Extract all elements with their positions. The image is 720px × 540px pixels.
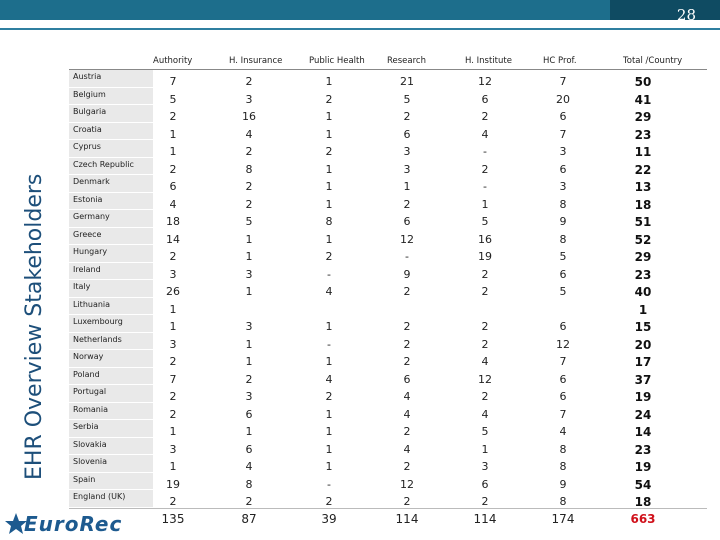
- value-cell: 4: [403, 442, 411, 456]
- table-row: [69, 263, 707, 281]
- value-cell: 14: [166, 232, 180, 246]
- country-total: 23: [634, 267, 652, 282]
- value-cell: 12: [400, 477, 414, 491]
- country-total: 17: [634, 355, 652, 369]
- value-cell: 6: [403, 215, 411, 228]
- value-cell: 3: [245, 320, 253, 333]
- value-cell: 18: [166, 215, 180, 228]
- country-name: Netherlands: [73, 334, 122, 344]
- table-row: [69, 88, 707, 106]
- eurorec-logo: [4, 512, 144, 540]
- country-total: 14: [634, 425, 652, 439]
- value-cell: 1: [169, 302, 177, 316]
- value-cell: 4: [481, 127, 489, 141]
- value-cell: 1: [325, 320, 333, 333]
- value-cell: -: [405, 250, 409, 263]
- value-cell: 8: [559, 442, 567, 456]
- value-cell: 2: [245, 197, 253, 211]
- value-cell: 3: [481, 460, 489, 473]
- value-cell: 20: [556, 92, 570, 106]
- value-cell: 5: [245, 215, 253, 228]
- value-cell: 1: [245, 337, 253, 351]
- logo-text: EuroRec: [24, 512, 123, 536]
- table-row: [69, 403, 707, 421]
- grand-total: 663: [630, 512, 656, 526]
- value-cell: 5: [403, 92, 411, 106]
- country-name: Cyprus: [73, 142, 101, 151]
- table-row: [69, 105, 707, 123]
- value-cell: 4: [325, 372, 333, 386]
- country-name: Italy: [73, 282, 91, 291]
- top-banner: [0, 0, 720, 20]
- value-cell: 8: [559, 197, 567, 211]
- country-name: Denmark: [73, 177, 110, 186]
- value-cell: 2: [245, 75, 253, 88]
- value-cell: 26: [166, 285, 180, 298]
- value-cell: -: [483, 180, 487, 193]
- value-cell: 21: [400, 75, 414, 88]
- country-total: 29: [634, 110, 652, 124]
- value-cell: 7: [169, 75, 177, 88]
- table-row: [69, 70, 707, 88]
- value-cell: 3: [169, 337, 177, 351]
- value-cell: 2: [325, 390, 333, 403]
- country-total: 19: [634, 390, 652, 404]
- value-cell: 2: [403, 285, 411, 298]
- value-cell: 6: [559, 267, 567, 281]
- value-cell: 4: [245, 460, 253, 473]
- value-cell: 6: [559, 372, 567, 386]
- value-cell: 2: [403, 425, 411, 438]
- value-cell: 6: [481, 92, 489, 106]
- country-total: 19: [634, 460, 652, 474]
- country-name: England (UK): [73, 492, 126, 501]
- column-header: Total /Country: [623, 56, 683, 66]
- value-cell: 7: [559, 355, 567, 368]
- value-cell: 1: [245, 355, 253, 368]
- country-name: Ireland: [73, 264, 101, 274]
- table-row: [69, 333, 707, 351]
- value-cell: 2: [403, 197, 411, 211]
- column-total: 174: [551, 512, 575, 526]
- value-cell: 16: [478, 232, 492, 246]
- country-total: 11: [634, 145, 652, 159]
- value-cell: 1: [325, 162, 333, 176]
- column-header: H. Insurance: [229, 56, 283, 66]
- value-cell: 12: [400, 232, 414, 246]
- country-name: Romania: [73, 404, 108, 414]
- country-name: Luxembourg: [73, 317, 123, 326]
- value-cell: 3: [169, 442, 177, 456]
- header-rule: [0, 28, 720, 30]
- value-cell: 8: [559, 460, 567, 473]
- value-cell: 1: [169, 127, 177, 141]
- value-cell: 2: [245, 372, 253, 386]
- value-cell: 6: [403, 372, 411, 386]
- value-cell: 6: [559, 110, 567, 123]
- value-cell: 1: [325, 425, 333, 438]
- table-row: [69, 455, 707, 473]
- value-cell: 3: [559, 145, 567, 158]
- value-cell: 2: [169, 110, 177, 123]
- country-total: 1: [638, 302, 648, 317]
- value-cell: 6: [559, 320, 567, 333]
- country-total: 18: [634, 197, 652, 212]
- totals-row: [69, 508, 707, 528]
- value-cell: 2: [481, 320, 489, 333]
- table-row: [69, 368, 707, 386]
- value-cell: 6: [403, 127, 411, 141]
- value-cell: 1: [245, 285, 253, 298]
- column-header: H. Institute: [465, 56, 512, 66]
- country-name: Hungary: [73, 247, 108, 256]
- country-total: 18: [634, 495, 652, 509]
- value-cell: 1: [325, 355, 333, 368]
- value-cell: 2: [403, 355, 411, 368]
- table-row: [69, 420, 707, 438]
- value-cell: 9: [559, 477, 567, 491]
- value-cell: 2: [403, 495, 411, 508]
- value-cell: 6: [245, 407, 253, 421]
- value-cell: 8: [559, 232, 567, 246]
- country-total: 41: [634, 92, 652, 107]
- country-name: Lithuania: [73, 299, 111, 309]
- value-cell: 4: [559, 425, 567, 438]
- value-cell: 2: [325, 92, 333, 106]
- value-cell: 8: [245, 162, 253, 176]
- country-name: Czech Republic: [73, 159, 134, 169]
- value-cell: 5: [169, 92, 177, 106]
- country-name: Portugal: [73, 387, 107, 396]
- country-total: 24: [634, 407, 652, 422]
- value-cell: 2: [169, 250, 177, 263]
- column-total: 114: [473, 512, 497, 526]
- value-cell: 19: [166, 477, 180, 491]
- value-cell: 2: [481, 285, 489, 298]
- country-total: 54: [634, 477, 652, 492]
- country-name: Poland: [73, 369, 100, 379]
- value-cell: 16: [242, 110, 256, 123]
- value-cell: 3: [169, 267, 177, 281]
- value-cell: 1: [169, 145, 177, 158]
- value-cell: 6: [245, 442, 253, 456]
- value-cell: 2: [403, 110, 411, 123]
- value-cell: 3: [245, 92, 253, 106]
- value-cell: 2: [403, 320, 411, 333]
- value-cell: 2: [481, 390, 489, 403]
- top-banner-accent: [610, 0, 720, 20]
- country-name: Spain: [73, 474, 96, 484]
- value-cell: 8: [559, 495, 567, 508]
- country-name: Slovenia: [73, 457, 108, 466]
- value-cell: 2: [481, 337, 489, 351]
- table-row: [69, 350, 707, 368]
- table-row: [69, 315, 707, 333]
- table-row: [69, 123, 707, 141]
- value-cell: 2: [169, 355, 177, 368]
- value-cell: 4: [169, 197, 177, 211]
- value-cell: 4: [403, 390, 411, 403]
- value-cell: 1: [325, 460, 333, 473]
- table-row: [69, 140, 707, 158]
- value-cell: 1: [325, 232, 333, 246]
- value-cell: -: [327, 477, 331, 491]
- country-total: 23: [634, 442, 652, 457]
- value-cell: 12: [556, 337, 570, 351]
- country-total: 20: [634, 337, 652, 352]
- column-total: 87: [241, 512, 257, 526]
- page-number: 28: [676, 6, 696, 24]
- value-cell: 3: [403, 162, 411, 176]
- value-cell: 5: [481, 425, 489, 438]
- column-total: 39: [321, 512, 337, 526]
- value-cell: 2: [481, 267, 489, 281]
- value-cell: 19: [478, 250, 492, 263]
- column-header: Public Health: [309, 56, 365, 66]
- country-total: 29: [634, 250, 652, 264]
- value-cell: 4: [245, 127, 253, 141]
- value-cell: 6: [559, 390, 567, 403]
- slide-title: EHR Overview Stakeholders: [22, 173, 47, 480]
- value-cell: 2: [403, 460, 411, 473]
- table-row: [69, 228, 707, 246]
- column-total: 135: [161, 512, 185, 526]
- value-cell: 4: [481, 355, 489, 368]
- value-cell: 2: [169, 390, 177, 403]
- table-row: [69, 158, 707, 176]
- country-total: 52: [634, 232, 652, 247]
- country-total: 51: [634, 215, 652, 229]
- value-cell: -: [483, 145, 487, 158]
- country-name: Slovakia: [73, 439, 107, 449]
- country-total: 13: [634, 180, 652, 194]
- value-cell: 2: [245, 495, 253, 508]
- value-cell: 8: [325, 215, 333, 228]
- country-name: Serbia: [73, 422, 99, 431]
- table-row: [69, 490, 707, 508]
- value-cell: 3: [245, 267, 253, 281]
- value-cell: 2: [325, 145, 333, 158]
- value-cell: 1: [325, 110, 333, 123]
- country-total: 40: [634, 285, 652, 299]
- column-header: HC Prof.: [543, 56, 577, 66]
- value-cell: 2: [325, 495, 333, 508]
- country-total: 22: [634, 162, 652, 177]
- value-cell: 4: [403, 407, 411, 421]
- value-cell: 7: [559, 75, 567, 88]
- value-cell: 2: [169, 407, 177, 421]
- value-cell: 1: [481, 442, 489, 456]
- country-total: 37: [634, 372, 652, 387]
- value-cell: 3: [245, 390, 253, 403]
- value-cell: 9: [403, 267, 411, 281]
- value-cell: 2: [245, 145, 253, 158]
- value-cell: 12: [478, 372, 492, 386]
- value-cell: 12: [478, 75, 492, 88]
- table-row: [69, 438, 707, 456]
- value-cell: 4: [325, 285, 333, 298]
- value-cell: 1: [325, 180, 333, 193]
- value-cell: 1: [169, 425, 177, 438]
- value-cell: 9: [559, 215, 567, 228]
- table-row: [69, 385, 707, 403]
- value-cell: 7: [559, 127, 567, 141]
- column-total: 114: [395, 512, 419, 526]
- value-cell: 3: [559, 180, 567, 193]
- column-header: Research: [387, 56, 426, 66]
- value-cell: 6: [169, 180, 177, 193]
- country-name: Greece: [73, 229, 102, 239]
- value-cell: 1: [325, 75, 333, 88]
- value-cell: 1: [169, 460, 177, 473]
- value-cell: 1: [481, 197, 489, 211]
- value-cell: 7: [559, 407, 567, 421]
- value-cell: 5: [559, 250, 567, 263]
- country-name: Bulgaria: [73, 107, 107, 116]
- value-cell: 2: [481, 110, 489, 123]
- value-cell: 2: [481, 495, 489, 508]
- value-cell: 2: [403, 337, 411, 351]
- value-cell: 8: [245, 477, 253, 491]
- value-cell: 2: [325, 250, 333, 263]
- value-cell: 1: [325, 407, 333, 421]
- country-name: Belgium: [73, 89, 106, 99]
- country-total: 23: [634, 127, 652, 142]
- value-cell: 5: [559, 285, 567, 298]
- value-cell: 1: [245, 250, 253, 263]
- value-cell: -: [327, 337, 331, 351]
- country-name: Austria: [73, 72, 102, 81]
- table-row: [69, 280, 707, 298]
- value-cell: 1: [403, 180, 411, 193]
- table-row: [69, 245, 707, 263]
- table-row: [69, 473, 707, 491]
- value-cell: 1: [325, 442, 333, 456]
- table-row: [69, 193, 707, 211]
- table-row: [69, 175, 707, 193]
- country-name: Estonia: [73, 194, 103, 204]
- column-header: Authority: [153, 56, 193, 66]
- value-cell: 1: [325, 127, 333, 141]
- value-cell: 1: [245, 425, 253, 438]
- value-cell: 2: [169, 162, 177, 176]
- value-cell: 4: [481, 407, 489, 421]
- value-cell: 1: [245, 232, 253, 246]
- value-cell: 7: [169, 372, 177, 386]
- value-cell: 2: [481, 162, 489, 176]
- value-cell: -: [327, 267, 331, 281]
- value-cell: 6: [559, 162, 567, 176]
- value-cell: 3: [403, 145, 411, 158]
- country-name: Croatia: [73, 124, 102, 134]
- value-cell: 6: [481, 477, 489, 491]
- country-name: Germany: [73, 212, 110, 221]
- table-row: [69, 298, 707, 316]
- value-cell: 5: [481, 215, 489, 228]
- table-row: [69, 210, 707, 228]
- country-total: 15: [634, 320, 652, 334]
- value-cell: 1: [169, 320, 177, 333]
- value-cell: 2: [245, 180, 253, 193]
- country-total: 50: [634, 75, 652, 89]
- value-cell: 2: [169, 495, 177, 508]
- value-cell: 1: [325, 197, 333, 211]
- country-name: Norway: [73, 352, 104, 361]
